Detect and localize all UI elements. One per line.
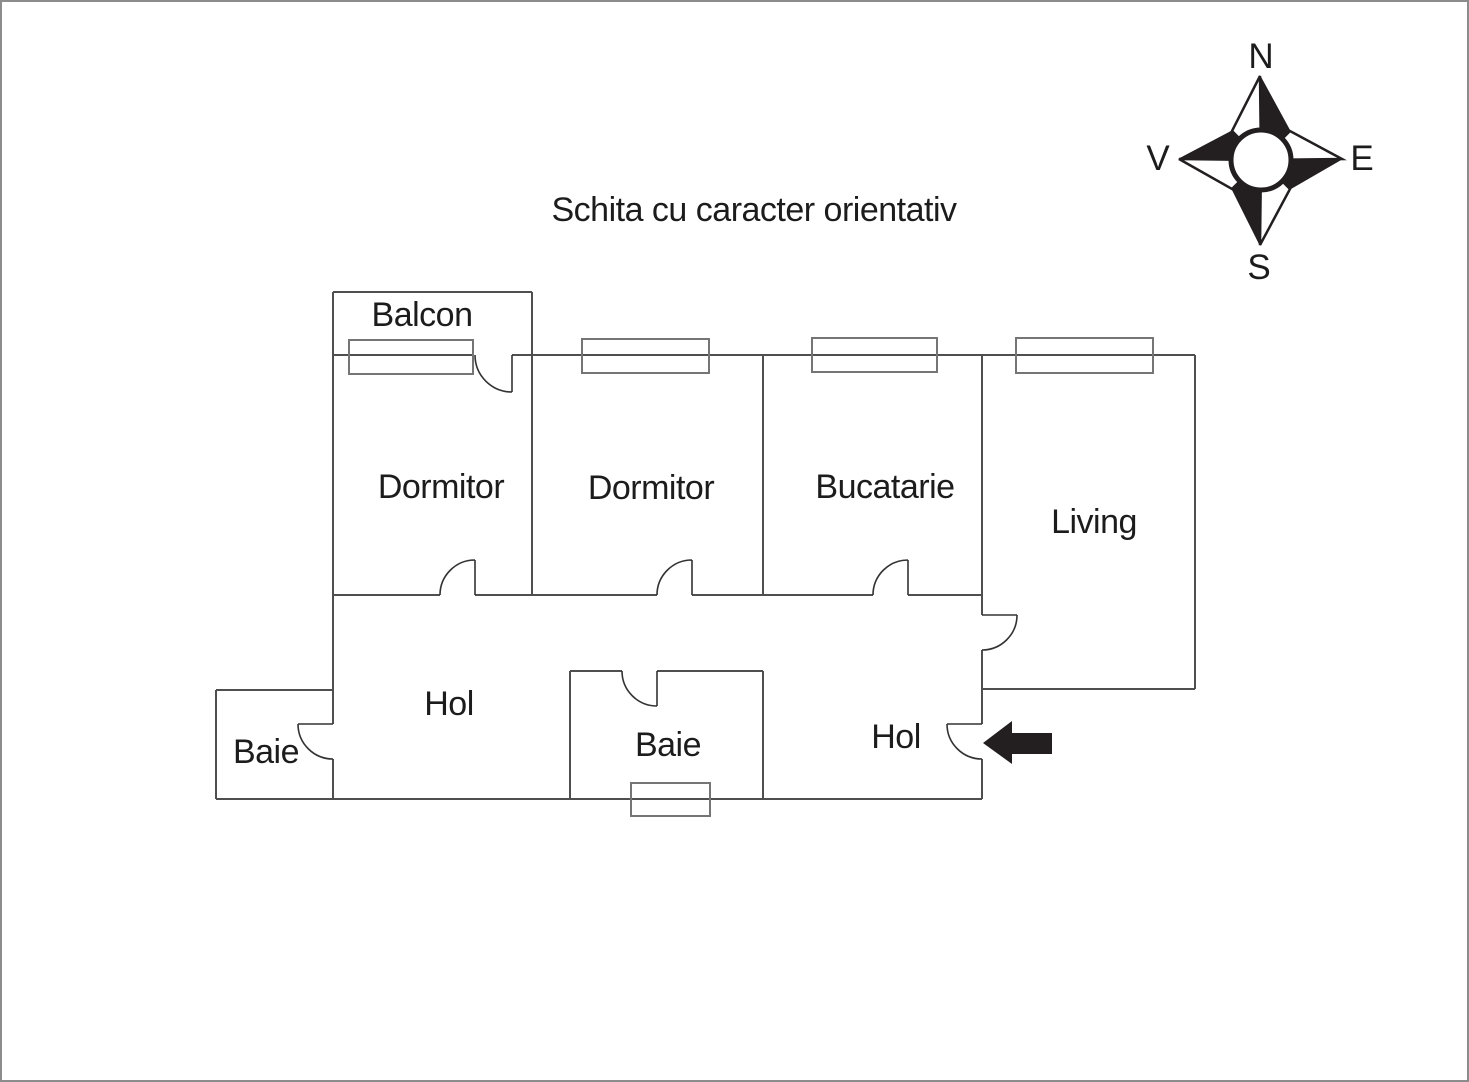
compass-center-circle xyxy=(1231,130,1291,190)
compass-label-west: V xyxy=(1146,139,1170,178)
door-baie-left xyxy=(298,724,333,759)
floorplan-svg xyxy=(2,2,1469,1082)
window-balcon xyxy=(349,340,473,374)
entrance-arrow-icon xyxy=(983,721,1052,764)
room-label-hol-left: Hol xyxy=(424,685,474,723)
door-entrance xyxy=(947,724,982,759)
compass-label-south: S xyxy=(1247,248,1271,287)
compass-label-north: N xyxy=(1248,37,1274,76)
room-label-dormitor1: Dormitor xyxy=(377,468,505,506)
door-living xyxy=(982,615,1017,650)
room-label-baie-left: Baie xyxy=(232,733,300,771)
room-label-bucatarie: Bucatarie xyxy=(815,468,955,506)
room-label-hol-right: Hol xyxy=(871,718,921,756)
room-label-baie-middle: Baie xyxy=(634,726,702,764)
door-bucatarie xyxy=(873,560,908,595)
walls-path xyxy=(216,292,1195,799)
door-dormitor1 xyxy=(440,560,475,595)
door-dormitor2 xyxy=(657,560,692,595)
compass-rose-icon xyxy=(1146,37,1373,287)
door-balcon xyxy=(475,355,512,392)
room-label-living: Living xyxy=(1051,503,1137,541)
room-label-dormitor2: Dormitor xyxy=(587,469,715,507)
compass-label-east: E xyxy=(1350,139,1374,178)
door-baie-middle xyxy=(622,671,657,706)
room-label-balcon: Balcon xyxy=(371,296,473,334)
page-title: Schita cu caracter orientativ xyxy=(551,191,957,229)
